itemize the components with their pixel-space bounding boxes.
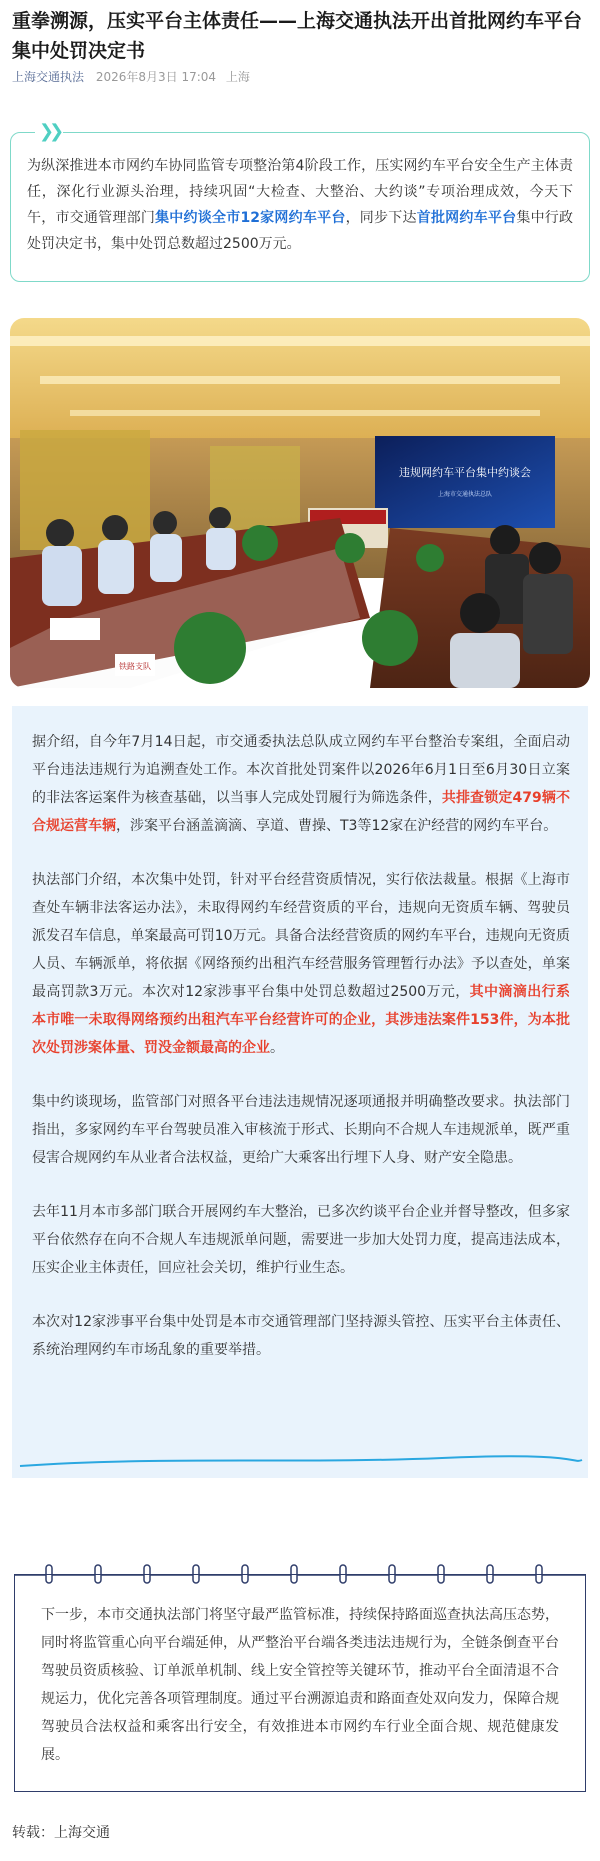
body-p2-tail: 。 [270,1040,284,1056]
intro-paragraph [27,153,573,257]
publish-location: 上海 [225,70,250,84]
double-chevron-right-icon: ❯❯ [35,121,63,143]
article-body [12,706,588,1478]
body-p2-highlight: 其中滴滴出行系本市唯一未取得网络预约出租汽车平台经营许可的企业，其涉违法案件153件，为本批次处罚涉案体量、罚没金额最高的企业 [32,984,570,1056]
article-title: 重拳溯源，压实平台主体责任——上海交通执法开出首批网约车平台集中处罚决定书 [12,10,583,62]
body-p2-text: 执法部门介绍，本次集中处罚，针对平台经营资质情况，实行依法裁量。根据《上海市查处车辆非法客运办法》，未取得网约车经营资质的平台，违规向无资质车辆、驾驶员派发召车信息，单案最高可罚10万元。具备合法经营资质的网约车平台，违规向无资质人员、车辆派单，将依据《网络预约出租汽车经营服务管理暂行办法》予以查处，单案最高罚款3万元。本次对12家涉事平台集中处罚总数超过2500万元， [32,872,570,1000]
meeting-photo [10,318,590,688]
body-p1-highlight: 共排查锁定479辆不合规运营车辆 [32,790,570,834]
intro-text-2: ，同步下达 [345,210,417,226]
backdrop-subtitle: 上海市交通执法总队 [437,491,493,498]
body-p1-text: 据介绍，自今年7月14日起，市交通委执法总队成立网约车平台整治专案组，全面启动平台违法违规行为追溯查处工作。本次首批处罚案件以2026年6月1日至6月30日立案的非法客运案件为核查基础，以当事人完成处罚履行为筛选条件， [32,734,570,806]
publish-date: 2026年8月3日 17:04 [95,70,217,84]
body-paragraph-1 [32,728,570,840]
intro-text-3: 集中行政处罚决定书，集中处罚总数超过2500万元。 [27,210,574,252]
intro-highlight-1: 集中约谈全市12家网约车平台 [155,210,346,226]
next-step-box [14,1574,586,1792]
wave-divider [12,1452,588,1472]
intro-text-1: 为纵深推进本市网约车协同监管专项整治第4阶段工作，压实网约车平台安全生产主体责任，深化行业源头治理，持续巩固“大检查、大整治、大约谈”专项治理成效，今天下午，市交通管理部门 [27,158,573,226]
name-card: 铁路支队 [119,662,151,671]
body-paragraph-3: 集中约谈现场，监管部门对照各平台违法违规情况逐项通报并明确整改要求。执法部门指出，多家网约车平台驾驶员准入审核流于形式、长期向不合规人车违规派单，既严重侵害合规网约车从业者合法权益，更给广大乘客出行埋下人身、财产安全隐患。 [32,1094,570,1166]
backdrop-title: 违规网约车平台集中约谈会 [399,466,531,479]
body-paragraph-4: 去年11月本市多部门联合开展网约车大整治，已多次约谈平台企业并督导整改，但多家平台依然存在向不合规人车违规派单问题，需要进一步加大处罚力度，提高违法成本，压实企业主体责任，回应社会关切，维护行业生态。 [32,1204,570,1276]
body-paragraph-5: 本次对12家涉事平台集中处罚是本市交通管理部门坚持源头管控、压实平台主体责任、系统治理网约车市场乱象的重要举措。 [32,1314,570,1358]
article-meta [12,68,256,85]
source-note: 转载：上海交通 [12,1825,110,1841]
body-p1-tail: ，涉案平台涵盖滴滴、享道、曹操、T3等12家在沪经营的网约车平台。 [116,818,558,834]
next-step-paragraph: 下一步，本市交通执法部门将坚守最严监管标准，持续保持路面巡查执法高压态势，同时将监管重心向平台端延伸，从严整治平台端各类违法违规行为，全链条倒查平台驾驶员资质核验、订单派单机制、线上安全管控等关键环节，推动平台全面清退不合规运力，优化完善各项管理制度。通过平台溯源追责和路面查处双向发力，保障合规驾驶员合法权益和乘客出行安全，有效推进本市网约车行业全面合规、规范健康发展。 [41,1607,559,1763]
intro-box [10,121,590,282]
account-name-link[interactable]: 上海交通执法 [12,70,85,84]
intro-highlight-2: 首批网约车平台 [416,210,517,226]
body-paragraph-2 [32,866,570,1062]
